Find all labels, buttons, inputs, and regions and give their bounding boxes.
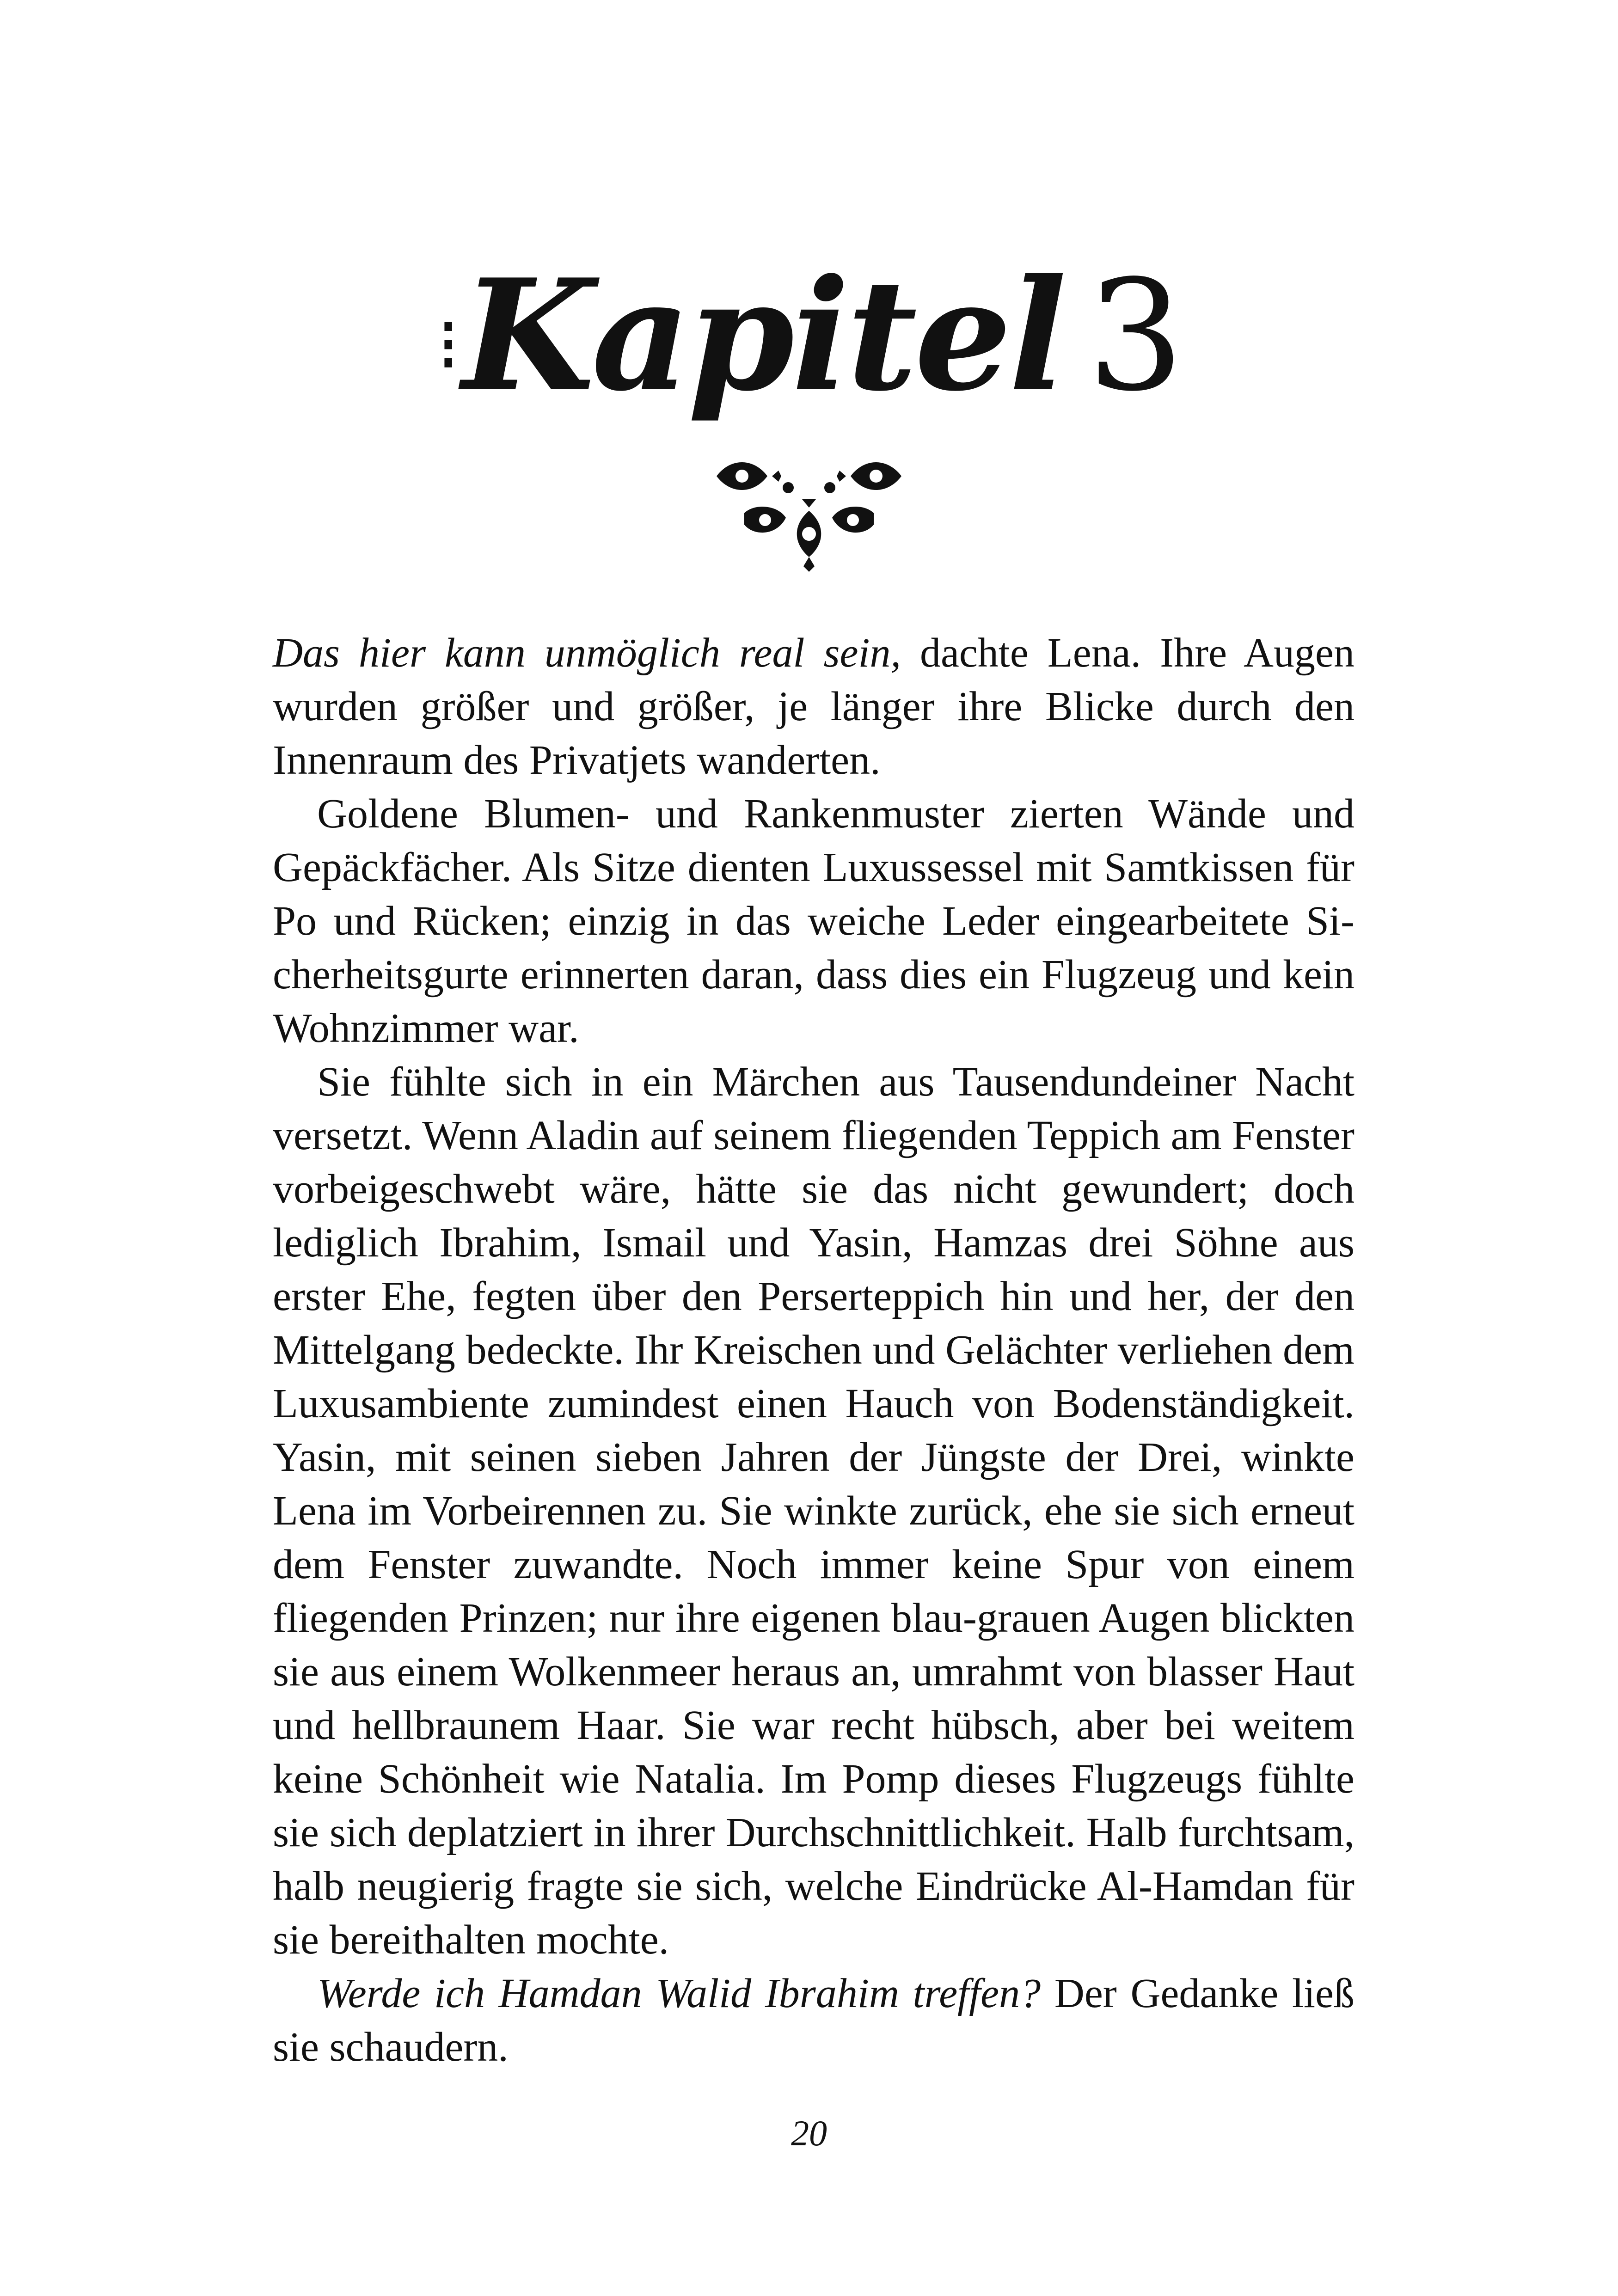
floral-ornament-icon (703, 444, 915, 573)
paragraph-text: Der Gedanke ließ sie schaudern. (273, 1971, 1354, 2070)
chapter-heading (0, 245, 1618, 462)
paragraph-text: Sie fühlte sich in ein Märchen aus Tausendundeiner Nacht versetzt. Wenn Aladin auf seinem fliegenden Teppich am Fenster vorbeigeschwebt wäre, hätte sie das nicht gewundert; doch lediglich Ibrahim, Ismail und Yasin, Hamzas drei Söhne aus erster Ehe, fegten über den Perserteppich hin und her, der den Mittelgang bedeckte. Ihr Kreischen und Gelächter verliehen dem Luxusambiente zumindest einen Hauch von Bodenständigkeit. Yasin, mit seinen sieben Jahren der Jüngste der Drei, winkte Lena im Vorbeirennen zu. Sie winkte zurück, ehe sie sich erneut dem Fenster zuwandte. Noch immer keine Spur von einem fliegenden Prinzen; nur ihre eigenen blau-grauen Augen blickten sie aus einem Wolkenmeer heraus an, umrahmt von blasser Haut und hellbraunem Haar. Sie war recht hübsch, aber bei weitem keine Schönheit wie Natalia. Im Pomp dieses Flugzeugs fühlte sie sich deplatziert in ihrer Durchschnittlichkeit. Halb furchtsam, halb neugierig fragte sie sich, welche Eindrücke Al-Hamdan für sie bereithalten mochte. (273, 1059, 1354, 1963)
chapter-number: 3 (1087, 247, 1182, 425)
paragraph (273, 1055, 1354, 1967)
paragraph (273, 787, 1354, 1055)
paragraph-text: dachte Lena. Ihre Augen wurden größer und größer, je länger ihre Blicke durch den Innenraum des Privatjets wanderten. (273, 630, 1354, 783)
chapter-label: Kapitel (462, 245, 1064, 425)
page-number: 20 (791, 2113, 827, 2153)
paragraph-emphasis: Das hier kann unmöglich real sein, (273, 630, 901, 676)
body-text (273, 626, 1354, 2074)
paragraph (273, 626, 1354, 787)
paragraph-emphasis: Werde ich Hamdan Walid Ibrahim treffen? (317, 1971, 1041, 2016)
paragraph-text: Goldene Blumen- und Rankenmuster zierten Wände und Gepäckfächer. Als Sitze dienten Luxussessel mit Samtkissen für Po und Rücken; einzig in das weiche Leder eingearbeitete Sicherheitsgurte erinnerten daran, dass dies ein Flugzeug und kein Wohnzimmer war. (273, 791, 1354, 1051)
paragraph (273, 1967, 1354, 2074)
chapter-dots-icon: ⁝ (436, 301, 458, 388)
chapter-title (436, 245, 1182, 425)
